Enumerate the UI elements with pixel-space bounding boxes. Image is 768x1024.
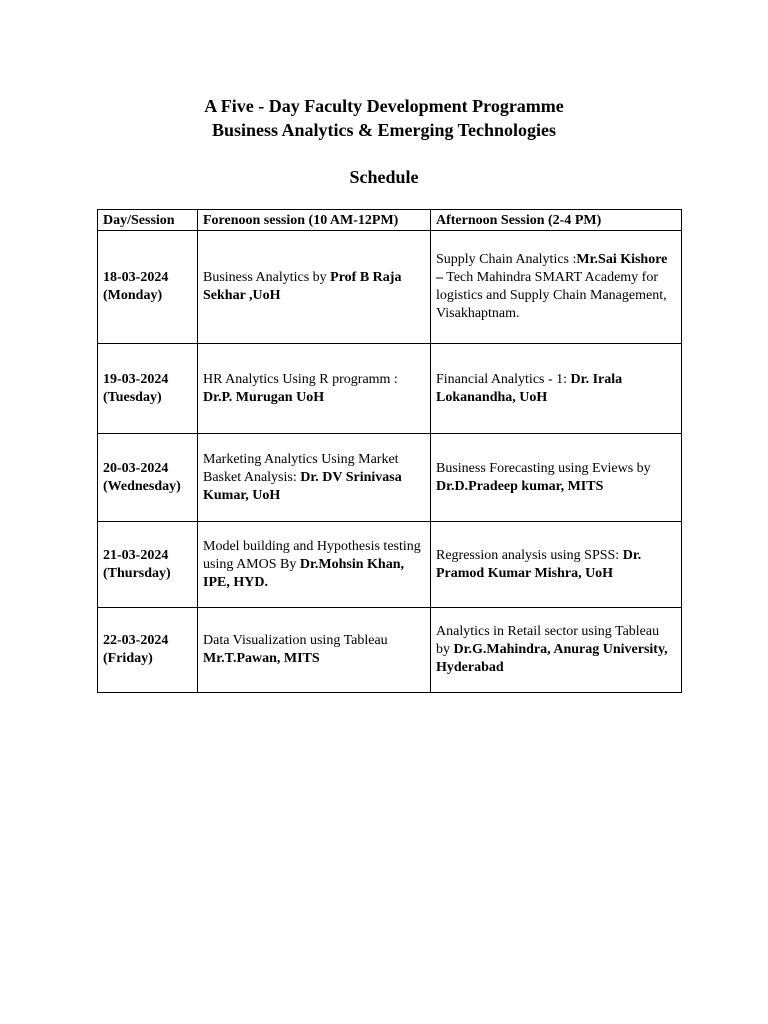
speaker-name: Mr.Sai Kishore – — [436, 252, 668, 285]
session-topic: HR Analytics Using R programm : — [203, 371, 398, 387]
schedule-heading: Schedule — [349, 167, 419, 187]
table-header-row — [98, 210, 682, 231]
session-topic: Model building and Hypothesis testing using AMOS By — [203, 538, 421, 572]
weekday: (Friday) — [103, 651, 153, 666]
session-topic: Business Analytics by — [203, 270, 331, 285]
session-topic: Business Forecasting using Eviews by — [436, 460, 651, 476]
date: 18-03-2024 — [103, 270, 169, 285]
day-cell — [98, 231, 198, 344]
forenoon-cell — [198, 231, 431, 344]
forenoon-cell — [198, 608, 431, 693]
table-row — [98, 344, 682, 434]
forenoon-cell — [198, 434, 431, 522]
afternoon-cell — [431, 231, 682, 344]
day-cell — [98, 608, 198, 693]
weekday: (Monday) — [103, 288, 163, 303]
forenoon-cell — [198, 344, 431, 434]
date: 19-03-2024 — [103, 371, 169, 387]
speaker-name: Dr.Mohsin Khan, IPE, HYD. — [203, 556, 404, 590]
session-topic: Supply Chain Analytics : — [436, 252, 577, 267]
table-row — [98, 522, 682, 608]
session-topic: Marketing Analytics Using Market Basket Analysis: — [203, 451, 399, 485]
weekday: (Thursday) — [103, 565, 171, 581]
speaker-name: Dr. Pramod Kumar Mishra, UoH — [436, 547, 642, 581]
afternoon-cell — [431, 608, 682, 693]
session-topic: Regression analysis using SPSS: — [436, 547, 623, 563]
speaker-name: Dr. Irala Lokanandha, UoH — [436, 371, 623, 405]
header-day-session: Day/Session — [98, 210, 198, 231]
speaker-name: Dr.P. Murugan UoH — [203, 389, 325, 405]
header-forenoon: Forenoon session (10 AM-12PM) — [198, 210, 431, 231]
forenoon-cell — [198, 522, 431, 608]
date: 20-03-2024 — [103, 460, 169, 476]
table-row — [98, 434, 682, 522]
day-cell — [98, 434, 198, 522]
header-afternoon: Afternoon Session (2-4 PM) — [431, 210, 682, 231]
weekday: (Tuesday) — [103, 389, 162, 405]
speaker-name: Dr. DV Srinivasa Kumar, UoH — [203, 469, 402, 503]
speaker-name: Dr.D.Pradeep kumar, MITS — [436, 478, 604, 494]
day-cell — [98, 344, 198, 434]
speaker-name: Mr.T.Pawan, MITS — [203, 651, 320, 666]
afternoon-cell — [431, 344, 682, 434]
table-row — [98, 231, 682, 344]
session-topic: Data Visualization using Tableau — [203, 633, 388, 648]
afternoon-cell — [431, 434, 682, 522]
session-topic: Analytics in Retail sector using Tableau by — [436, 624, 660, 657]
date: 21-03-2024 — [103, 547, 169, 563]
programme-title: A Five - Day Faculty Development Programme — [204, 96, 564, 116]
speaker-name: Dr.G.Mahindra, Anurag University, Hyderabad — [436, 642, 668, 675]
programme-subtitle: Business Analytics & Emerging Technologies — [211, 120, 557, 140]
weekday: (Wednesday) — [103, 478, 181, 494]
afternoon-cell — [431, 522, 682, 608]
day-cell — [98, 522, 198, 608]
table-row — [98, 608, 682, 693]
session-tail: Tech Mahindra SMART Academy for logistics and Supply Chain Management, Visakhaptnam. — [436, 270, 667, 321]
schedule-table — [97, 209, 682, 693]
date: 22-03-2024 — [103, 633, 169, 648]
speaker-name: Prof B Raja Sekhar ,UoH — [203, 270, 402, 303]
session-topic: Financial Analytics - 1: — [436, 371, 571, 387]
